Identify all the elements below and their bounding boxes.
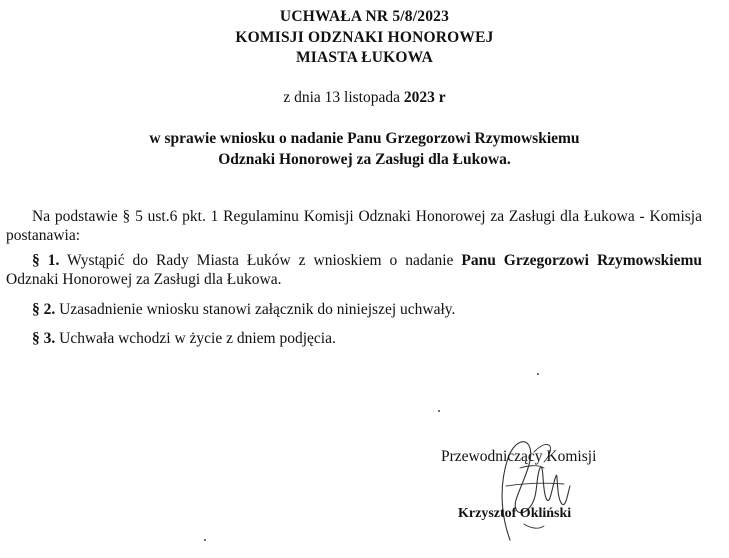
resolution-date [0,89,729,107]
section-mark-3: § 3. [32,330,56,347]
scan-speck [204,539,206,541]
resolution-number: UCHWAŁA NR 5/8/2023 [279,8,450,25]
recipient-name-b: Rzymowskiemu [596,252,702,269]
scan-speck [438,410,440,412]
paragraph-3 [6,329,702,348]
paragraph-2-text: Uzasadnienie wniosku stanowi załącznik do niniejszej uchwały. [55,301,456,318]
date-text: z dnia 13 listopada [283,89,404,106]
section-mark-2: § 2. [32,301,56,318]
paragraph-3-text: Uchwała wchodzi w życie z dniem podjęcia. [55,330,336,347]
paragraph-1 [6,251,702,289]
handwritten-signature [480,428,590,548]
subject-line-2: Odznaki Honorowej za Zasługi dla Łukowa. [218,151,511,168]
subject-line-1: w sprawie wniosku o nadanie Panu Grzegorzowi Rzymowskiemu [149,130,580,147]
paragraph-1-text-b: Odznaki Honorowej za Zasługi dla Łukowa. [6,271,282,288]
intro-paragraph: Na podstawie § 5 ust.6 pkt. 1 Regulaminu Komisji Odznaki Honorowej za Zasługi dla Łukowa - Komisja postanawia: [6,208,702,244]
signatory-title: Przewodniczący Komisji [441,448,597,465]
signatory-name: Krzysztof Okliński [458,506,572,521]
date-year: 2023 r [403,89,446,106]
scan-speck [537,373,539,375]
committee-name: KOMISJI ODZNAKI HONOROWEJ [235,29,494,46]
section-mark-1: § 1. [32,252,60,269]
paragraph-1-text-a: Wystąpić do Rady Miasta Łuków z wnioskiem o nadanie [59,252,462,269]
city-name: MIASTA ŁUKOWA [295,49,434,66]
paragraph-2 [6,300,702,319]
recipient-name-a: Panu Grzegorzowi [461,252,589,269]
